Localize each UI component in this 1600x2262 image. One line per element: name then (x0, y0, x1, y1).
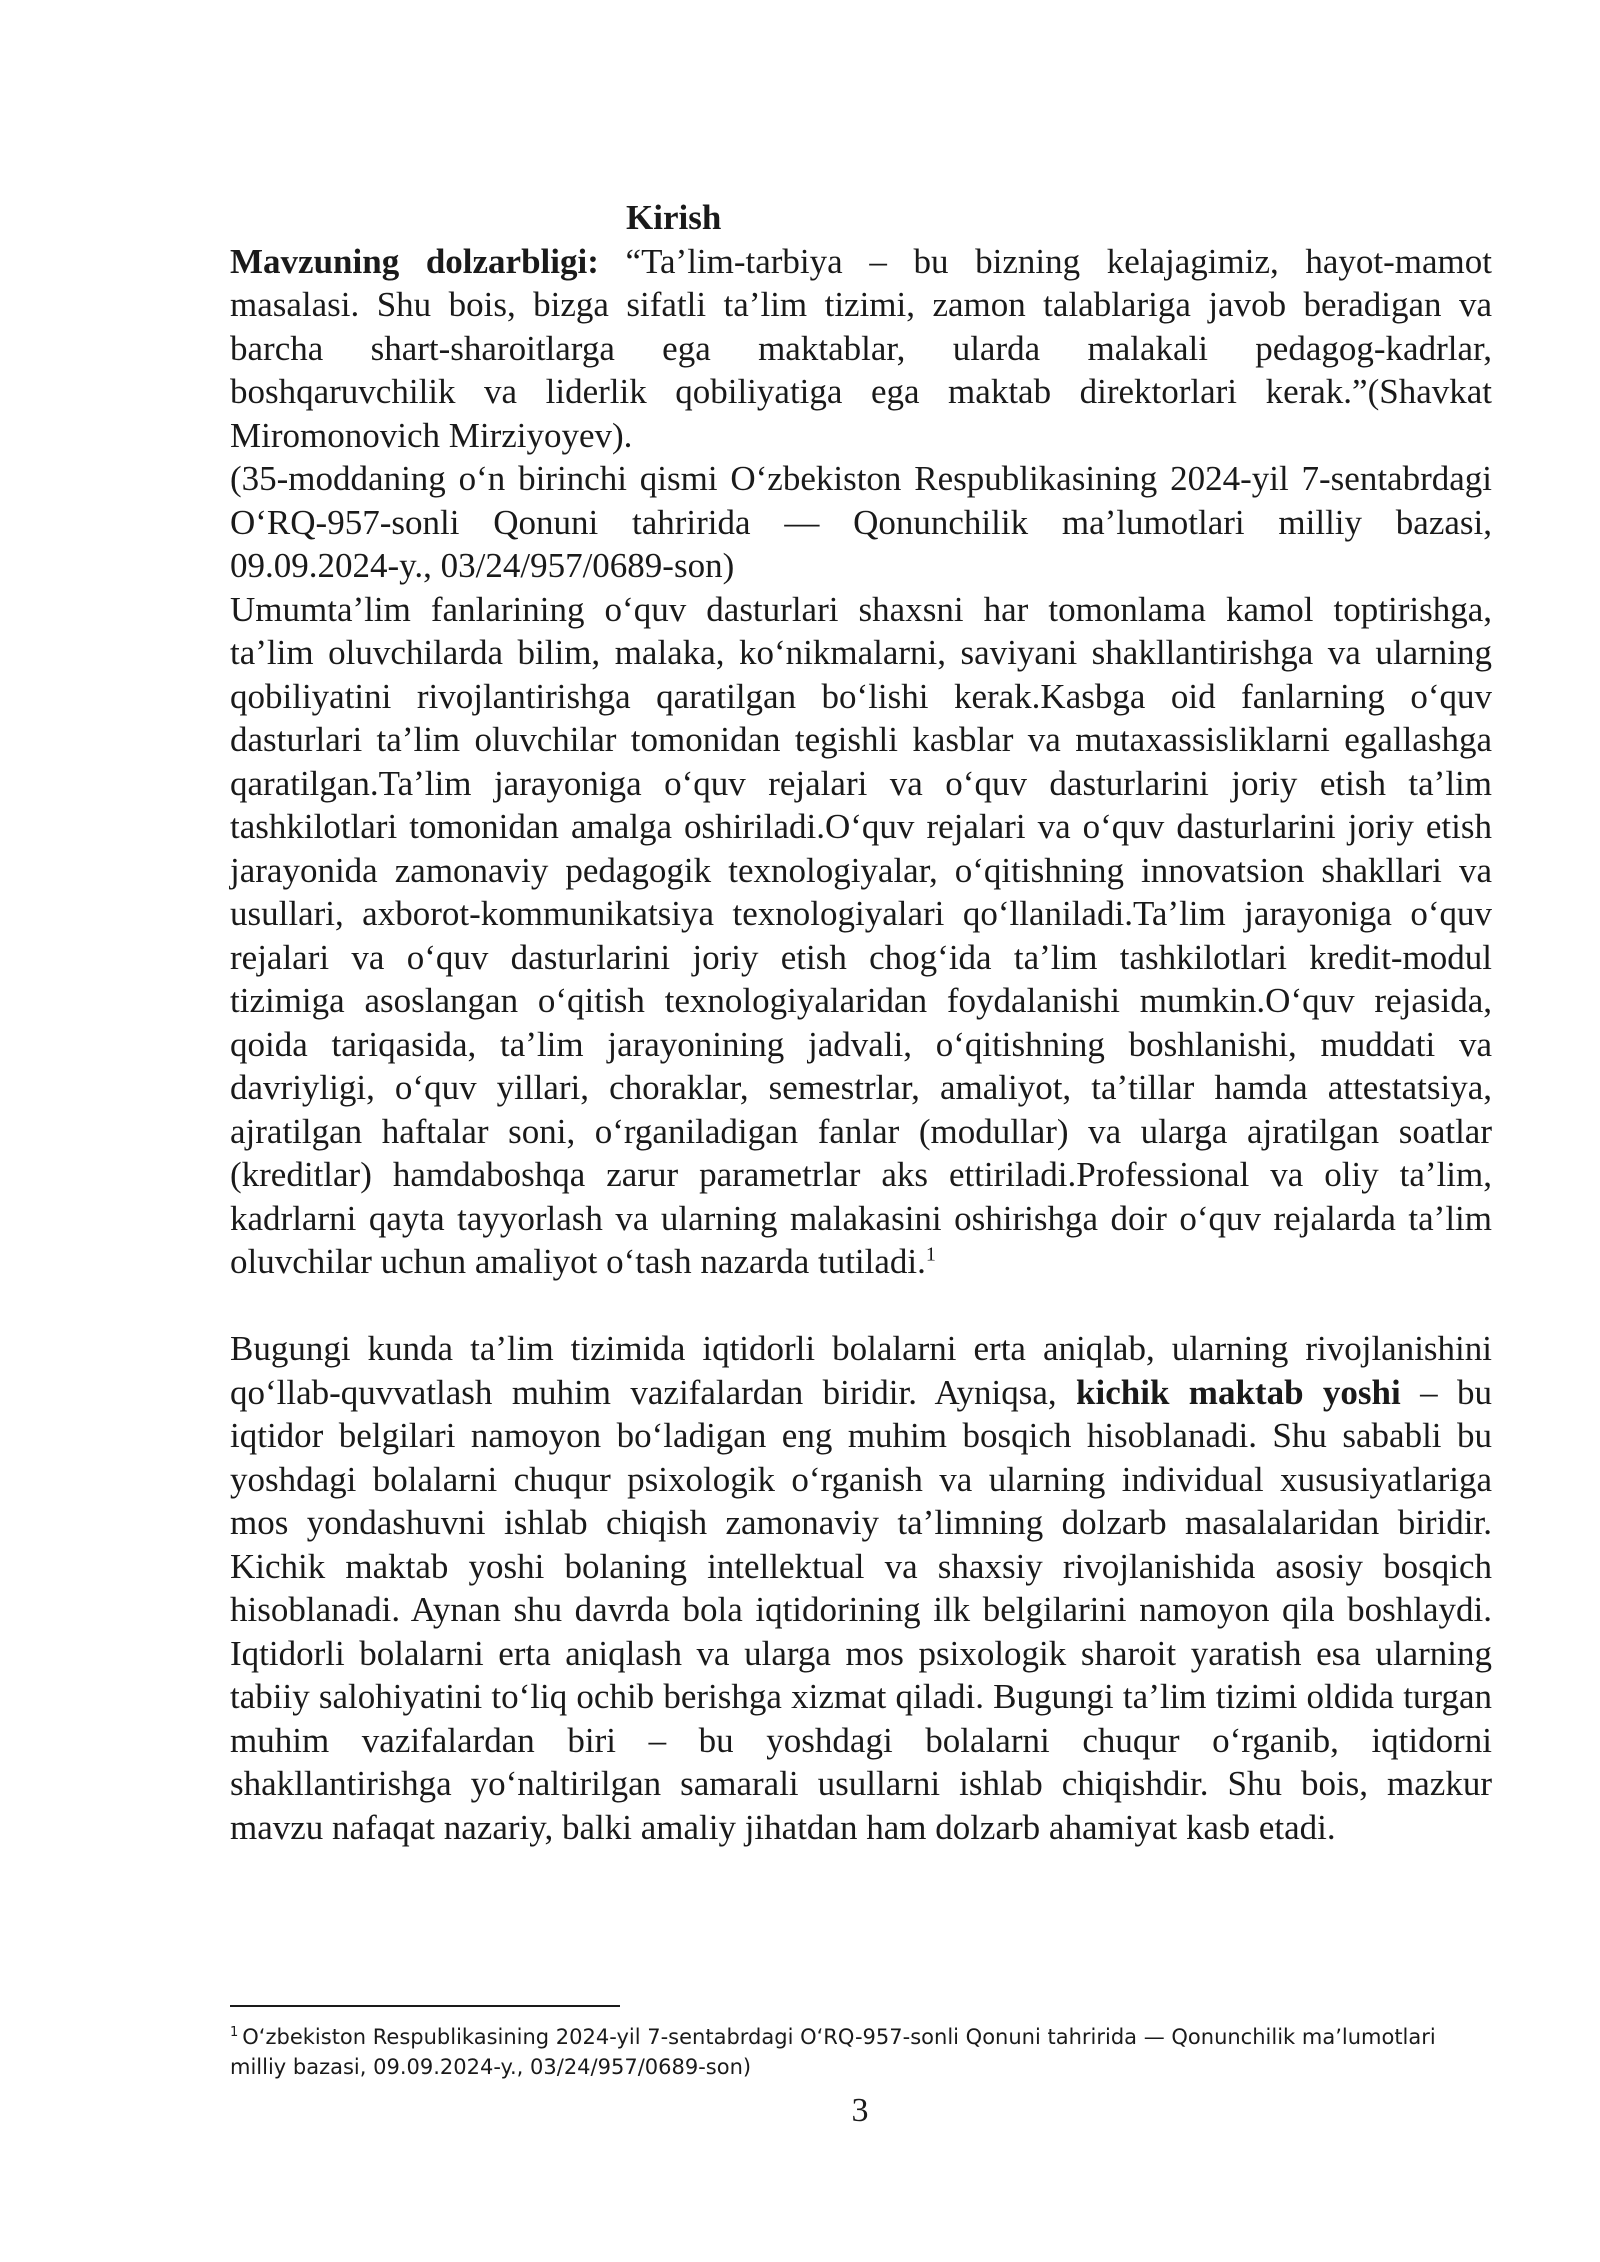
gifted-text-bold: kichik maktab yoshi (1076, 1372, 1401, 1412)
paragraph-relevance (230, 240, 1492, 458)
footnote-reference[interactable]: 1 (925, 1243, 936, 1266)
document-body (230, 196, 1492, 1849)
paragraph-law-reference: (35-moddaning oʻn birinchi qismi Oʻzbekiston Respublikasining 2024-yil 7-sentabrdagi OʻRQ-957-sonli Qonuni tahririda — Qonunchilik maʼlumotlari milliy bazasi, 09.09.2024-y., 03/24/957/0689-son) (230, 459, 1492, 585)
paragraph-gifted-children (230, 1327, 1492, 1849)
footnote-text: Oʻzbekiston Respublikasining 2024-yil 7-sentabrdagi OʻRQ-957-sonli Qonuni tahririda — Qonunchilik maʼlumotlari milliy bazasi, 09.09.2024-y., 03/24/957/0689-son) (230, 2025, 1436, 2079)
gifted-text-before: Bugungi kunda ta’lim tizimida iqtidorli bolalarni erta aniqlab, ularning rivojlanishini qo‘llab-quvvatlash muhim vazifalardan biridir. Ayniqsa, (230, 1329, 1492, 1412)
footnote-number: 1 (230, 2025, 239, 2040)
relevance-quote: “Ta’lim-tarbiya – bu bizning kelajagimiz, hayot-mamot masalasi. Shu bois, bizga sifatli ta’lim tizimi, zamon talablariga javob beradigan va barcha shart-sharoitlarga ega maktablar, ularda malakali pedagog-kadrlar, boshqaruvchilik va liderlik qobiliyatiga ega maktab direktorlari kerak.”(Shavkat Miromonovich Mirziyoyev). (230, 241, 1492, 455)
curricula-text: Umumtaʼlim fanlarining oʻquv dasturlari shaxsni har tomonlama kamol toptirishga, taʼlim oluvchilarda bilim, malaka, koʻnikmalarni, saviyani shakllantirishga va ularning qobiliyatini rivojlantirishga qaratilgan boʻlishi kerak.Kasbga oid fanlarning oʻquv dasturlari taʼlim oluvchilar tomonidan tegishli kasblar va mutaxassisliklarni egallashga qaratilgan.Taʼlim jarayoniga oʻquv rejalari va oʻquv dasturlarini joriy etish taʼlim tashkilotlari tomonidan amalga oshiriladi.Oʻquv rejalari va oʻquv dasturlarini joriy etish jarayonida zamonaviy pedagogik texnologiyalar, oʻqitishning innovatsion shakllari va usullari, axborot-kommunikatsiya texnologiyalari qoʻllaniladi.Taʼlim jarayoniga oʻquv rejalari va oʻquv dasturlarini joriy etish chogʻida taʼlim tashkilotlari kredit-modul tizimiga asoslangan oʻqitish texnologiyalaridan foydalanishi mumkin.Oʻquv rejasida, qoida tariqasida, taʼlim jarayonining jadvali, oʻqitishning boshlanishi, muddati va davriyligi, oʻquv yillari, choraklar, semestrlar, amaliyot, taʼtillar hamda attestatsiya, ajratilgan haftalar soni, oʻrganiladigan fanlar (modullar) va ularga ajratilgan soatlar (kreditlar) hamdaboshqa zarur parametrlar aks ettiriladi.Professional va oliy taʼlim, kadrlarni qayta tayyorlash va ularning malakasini oshirishga doir oʻquv rejalarda taʼlim oluvchilar uchun amaliyot oʻtash nazarda tutiladi. (230, 589, 1492, 1281)
paragraph-gap (230, 1284, 1492, 1328)
footnote (230, 2022, 1492, 2082)
page-number: 3 (851, 2092, 869, 2129)
gifted-text-after: – bu iqtidor belgilari namoyon bo‘ladigan eng muhim bosqich hisoblanadi. Shu sababli bu yoshdagi bolalarni chuqur psixologik o‘rganish va ularning individual xususiyatlariga mos yondashuvni ishlab chiqish zamonaviy ta’limning dolzarb masalalaridan biridir. Kichik maktab yoshi bolaning intellektual va shaxsiy rivojlanishida asosiy bosqich hisoblanadi. Aynan shu davrda bola iqtidorining ilk belgilarini namoyon qila boshlaydi. Iqtidorli bolalarni erta aniqlash va ularga mos psixologik sharoit yaratish esa ularning tabiiy salohiyatini to‘liq ochib berishga xizmat qiladi. Bugungi ta’lim tizimi oldida turgan muhim vazifalardan biri – bu yoshdagi bolalarni chuqur o‘rganib, iqtidorni shakllantirishga yo‘naltirilgan samarali usullarni ishlab chiqishdir. Shu bois, mazkur mavzu nafaqat nazariy, balki amaliy jihatdan ham dolzarb ahamiyat kasb etadi. (230, 1372, 1493, 1847)
paragraph-curricula (230, 588, 1492, 1284)
footnote-separator (230, 2005, 620, 2007)
relevance-lead: Mavzuning dolzarbligi: (230, 241, 599, 281)
section-title: Kirish (626, 198, 722, 237)
